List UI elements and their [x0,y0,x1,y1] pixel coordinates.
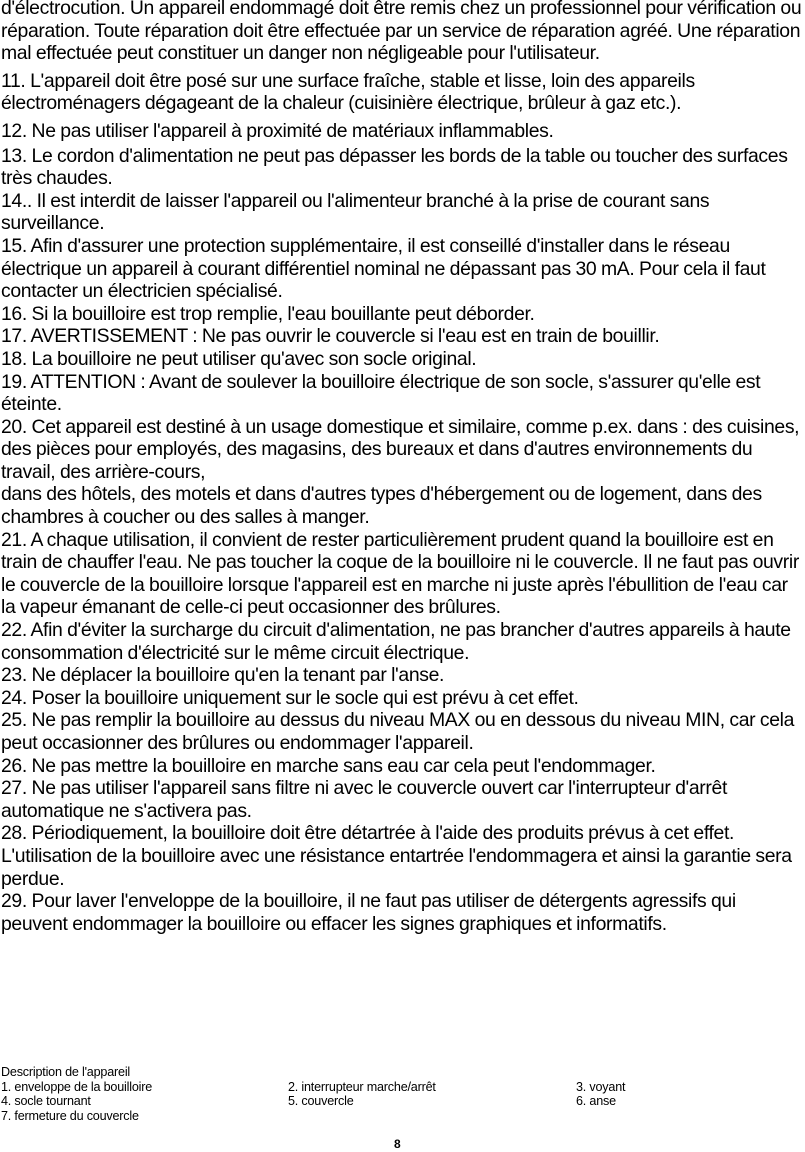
part-4: 4. socle tournant [1,1094,91,1109]
instruction-27: 27. Ne pas utiliser l'appareil sans filtre ni avec le couvercle ouvert car l'interrupteur d'arrêt automatique ne s'activera pas. [1,777,727,822]
description-row [1,1094,803,1109]
instruction-23: 23. Ne déplacer la bouilloire qu'en la tenant par l'anse. [1,664,445,687]
instruction-17: 17. AVERTISSEMENT : Ne pas ouvrir le couvercle si l'eau est en train de bouillir. [1,325,660,348]
part-1: 1. enveloppe de la bouilloire [1,1079,153,1094]
instruction-24: 24. Poser la bouilloire uniquement sur le socle qui est prévu à cet effet. [1,686,579,709]
description-row [1,1080,803,1095]
instruction-22: 22. Afin d'éviter la surcharge du circuit d'alimentation, ne pas brancher d'autres appareils à haute consommation d'électricité sur le même circuit électrique. [1,619,791,664]
instruction-13: 13. Le cordon d'alimentation ne peut pas dépasser les bords de la table ou toucher des surfaces très chaudes. [1,144,788,190]
instruction-11: 11. L'appareil doit être posé sur une surface fraîche, stable et lisse, loin des appareils électroménagers dégageant de la chaleur (cuisinière électrique, brûleur à gaz etc.). [1,69,695,115]
paragraph-continuation: d'électrocution. Un appareil endommagé doit être remis chez un professionnel pour vérification ou réparation. Toute réparation doit être effectuée par un service de réparation agréé. Une réparation mal effectuée peut constituer un danger non négligeable pour l'utilisateur. [1,0,802,65]
instruction-21: 21. A chaque utilisation, il convient de rester particulièrement prudent quand la bouilloire est en train de chauffer l'eau. Ne pas toucher la coque de la bouilloire ni le couvercle. Il ne faut pas ouvrir le couvercle de la bouilloire lorsque l'appareil est en marche ni juste après l'ébullition de l'eau car la vapeur émanant de celle-ci peut occasionner des brûlures. [1,528,799,619]
instruction-14: 14.. Il est interdit de laisser l'appareil ou l'alimenteur branché à la prise de courant sans surveillance. [1,189,710,235]
instruction-29: 29. Pour laver l'enveloppe de la bouilloire, il ne faut pas utiliser de détergents agressifs qui peuvent endommager la bouilloire ou effacer les signes graphiques et informatifs. [1,890,736,935]
instruction-20-continued: dans des hôtels, des motels et dans d'autres types d'hébergement ou de logement, dans des chambres à coucher ou des salles à manger. [1,483,762,529]
description-row [1,1109,803,1124]
instruction-15: 15. Afin d'assurer une protection supplémentaire, il est conseillé d'installer dans le réseau électrique un appareil à courant différentiel nominal ne dépassant pas 30 mA. Pour cela il faut contacter un électricien spécialisé. [1,234,766,303]
part-5: 5. couvercle [288,1094,354,1109]
instruction-25: 25. Ne pas remplir la bouilloire au dessus du niveau MAX ou en dessous du niveau MIN, car cela peut occasionner des brûlures ou endommager l'appareil. [1,709,795,754]
instruction-18: 18. La bouilloire ne peut utiliser qu'avec son socle original. [1,347,477,370]
part-2: 2. interrupteur marche/arrêt [288,1079,436,1094]
instruction-28: 28. Périodiquement, la bouilloire doit être détartrée à l'aide des produits prévus à cet effet. L'utilisation de la bouilloire avec une résistance entartrée l'endommagera et ainsi la garantie sera perdue. [1,822,792,890]
instruction-12: 12. Ne pas utiliser l'appareil à proximité de matériaux inflammables. [1,119,554,142]
instruction-26: 26. Ne pas mettre la bouilloire en marche sans eau car cela peut l'endommager. [1,754,656,777]
appliance-description [1,1065,803,1123]
instruction-19: 19. ATTENTION : Avant de soulever la bouilloire électrique de son socle, s'assurer qu'elle est éteinte. [1,370,761,416]
instruction-20: 20. Cet appareil est destiné à un usage domestique et similaire, comme p.ex. dans : des cuisines, des pièces pour employés, des magasins, des bureaux et dans d'autres environnements du travail, des arrière-cours, [1,415,800,483]
description-title: Description de l'appareil [1,1065,131,1079]
part-3: 3. voyant [576,1079,626,1094]
instruction-16: 16. Si la bouilloire est trop remplie, l'eau bouillante peut déborder. [1,302,535,325]
part-7: 7. fermeture du couvercle [1,1108,139,1123]
part-6: 6. anse [576,1094,616,1109]
safety-instructions [1,0,803,935]
page-number: 8 [394,1137,401,1151]
